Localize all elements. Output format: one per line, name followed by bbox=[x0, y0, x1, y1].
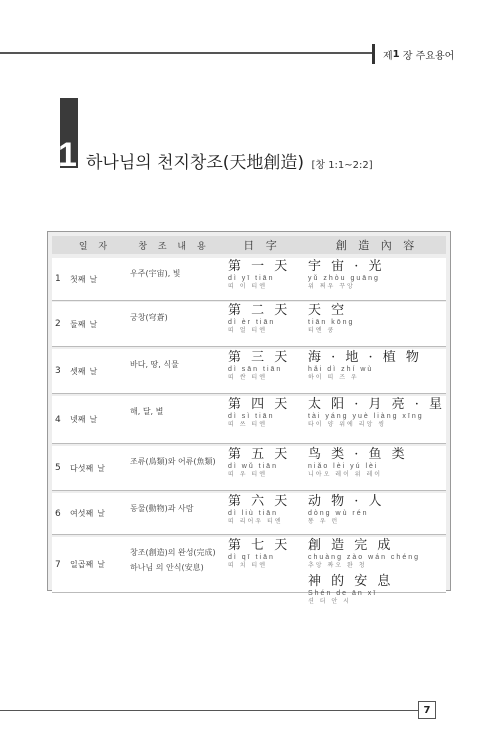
content-pinyin: niǎo lèi yú lèi bbox=[308, 463, 379, 470]
day-hanzi-cell bbox=[224, 302, 296, 335]
day-korean-reading: 띠 얼 티엔 bbox=[228, 327, 267, 334]
day-korean-reading: 띠 우 티엔 bbox=[228, 471, 267, 478]
content-hanzi-cell bbox=[296, 302, 446, 335]
creation-content bbox=[124, 258, 224, 281]
table-row bbox=[52, 537, 446, 605]
day-korean-reading: 띠 이 티엔 bbox=[228, 283, 267, 290]
header-content: 창 조 내 용 bbox=[138, 241, 210, 252]
day-ordinal: 다섯째 bbox=[70, 463, 94, 473]
day-korean-reading: 띠 쓰 티엔 bbox=[228, 421, 267, 428]
content-hanzi-cell bbox=[296, 537, 446, 606]
header-content-hanzi: 創 造 內 容 bbox=[335, 239, 419, 252]
creation-content-text: 조류(鳥類)와 어류(魚類) bbox=[130, 457, 216, 466]
day-hanzi: 第 一 天 bbox=[228, 259, 291, 274]
day-hanzi-cell bbox=[224, 258, 296, 291]
day-hanzi-cell bbox=[224, 537, 296, 570]
section-title bbox=[86, 148, 373, 173]
day-hanzi: 第 四 天 bbox=[228, 397, 291, 412]
day-ordinal: 첫째 bbox=[70, 274, 86, 284]
table-row bbox=[52, 493, 446, 535]
day-label bbox=[66, 559, 124, 570]
content-korean-reading: 니아오 레이 위 레이 bbox=[308, 471, 383, 478]
row-number: 5 bbox=[55, 463, 61, 473]
content-hanzi: 創 造 完 成 bbox=[308, 538, 394, 553]
day-ordinal: 여섯째 bbox=[70, 509, 94, 518]
chapter-prefix: 제 bbox=[383, 50, 393, 62]
day-ordinal: 넷째 bbox=[70, 415, 86, 424]
creation-content bbox=[124, 396, 224, 419]
day-label bbox=[66, 463, 124, 474]
day-hanzi: 第 七 天 bbox=[228, 538, 291, 553]
content-hanzi: 宇 宙 · 光 bbox=[308, 259, 385, 274]
day-hanzi-cell bbox=[224, 446, 296, 479]
day-hanzi-cell bbox=[224, 396, 296, 429]
chapter-header bbox=[372, 44, 500, 64]
content-hanzi-cell bbox=[296, 396, 446, 429]
content-pinyin: chuàng zào wán chéng bbox=[308, 554, 420, 561]
day-label bbox=[66, 366, 124, 377]
chapter-title: 장 주요용어 bbox=[402, 50, 455, 62]
day-pinyin: dì wǔ tiān bbox=[228, 463, 278, 470]
creation-content-text: 동물(動物)과 사람 bbox=[130, 504, 194, 513]
day-ordinal: 셋째 bbox=[70, 366, 86, 376]
row-number: 6 bbox=[55, 508, 61, 519]
chapter-number: 1 bbox=[392, 48, 400, 60]
day-hanzi-cell bbox=[224, 349, 296, 382]
content-hanzi: 鸟 类 · 鱼 类 bbox=[308, 447, 408, 462]
creation-content-text: 창조(創造)의 완성(完成) bbox=[130, 548, 216, 557]
table-row bbox=[52, 446, 446, 491]
creation-content bbox=[124, 302, 224, 325]
day-suffix: 날 bbox=[89, 274, 98, 284]
header-date: 일 자 bbox=[78, 241, 112, 252]
day-korean-reading: 띠 리어우 티엔 bbox=[228, 518, 283, 525]
creation-content-text: 궁창(穹蒼) bbox=[130, 313, 168, 322]
day-label bbox=[66, 508, 124, 519]
content-hanzi-cell bbox=[296, 258, 446, 291]
row-number: 1 bbox=[55, 274, 61, 284]
content-hanzi: 天 空 bbox=[308, 303, 348, 318]
content-korean-reading: 위 쩌우 꾸앙 bbox=[308, 283, 355, 290]
day-pinyin: dì qī tiān bbox=[228, 554, 275, 561]
table-row bbox=[52, 302, 446, 347]
day-hanzi: 第 三 天 bbox=[228, 350, 291, 365]
content-korean-reading: 티엔 쿵 bbox=[308, 327, 336, 334]
day-pinyin: dì èr tiān bbox=[228, 319, 276, 326]
content-pinyin: hǎi dì zhí wù bbox=[308, 366, 374, 373]
section-number: 1 bbox=[58, 136, 77, 174]
day-hanzi: 第 五 天 bbox=[228, 447, 291, 462]
table-row bbox=[52, 349, 446, 394]
row-number: 7 bbox=[55, 559, 61, 570]
section-title-text: 하나님의 천지창조(天地創造) bbox=[86, 153, 305, 173]
day-label bbox=[66, 319, 124, 330]
creation-content bbox=[124, 349, 224, 372]
day-pinyin: dì sān tiān bbox=[228, 366, 283, 373]
day-suffix: 날 bbox=[97, 509, 105, 518]
creation-content bbox=[124, 537, 224, 575]
content-hanzi: 海 · 地 · 植 物 bbox=[308, 350, 422, 365]
day-ordinal: 일곱째 bbox=[70, 560, 94, 569]
content-korean-reading: 타이 양 위에 리앙 씽 bbox=[308, 421, 386, 428]
creation-content-text: 우주(宇宙), 빛 bbox=[130, 269, 181, 278]
day-korean-reading: 띠 치 티엔 bbox=[228, 562, 267, 569]
content-korean-reading: 추앙 짜오 완 청 bbox=[308, 562, 367, 569]
content-pinyin: Shén de ān xī bbox=[308, 590, 378, 597]
content-pinyin: yǔ zhòu guāng bbox=[308, 275, 380, 282]
day-ordinal: 둘째 bbox=[70, 319, 86, 329]
content-hanzi-cell bbox=[296, 493, 446, 526]
content-korean-reading: 션 더 안 시 bbox=[308, 598, 351, 605]
row-number: 3 bbox=[55, 366, 61, 376]
day-suffix: 날 bbox=[89, 415, 98, 424]
day-suffix: 날 bbox=[89, 319, 98, 329]
day-suffix: 날 bbox=[97, 463, 105, 473]
content-pinyin: dòng wù rén bbox=[308, 510, 369, 517]
content-hanzi: 动 物 · 人 bbox=[308, 494, 385, 509]
day-label bbox=[66, 274, 124, 285]
day-suffix: 날 bbox=[89, 366, 98, 376]
content-hanzi: 神 的 安 息 bbox=[308, 574, 394, 589]
day-hanzi: 第 六 天 bbox=[228, 494, 291, 509]
content-korean-reading: 하이 띠 즈 우 bbox=[308, 374, 359, 381]
creation-content-text-2: 하나님 의 안식(安息) bbox=[130, 563, 204, 572]
day-pinyin: dì sì tiān bbox=[228, 413, 275, 420]
content-pinyin: tài yáng yuè liàng xīng bbox=[308, 413, 424, 420]
header-day-hanzi: 日 字 bbox=[243, 239, 281, 252]
page-number: 7 bbox=[418, 701, 436, 719]
table-header bbox=[52, 236, 446, 254]
content-hanzi-cell bbox=[296, 349, 446, 382]
row-number: 4 bbox=[55, 414, 61, 425]
day-hanzi-cell bbox=[224, 493, 296, 526]
table-row bbox=[52, 396, 446, 444]
creation-content-text: 해, 달, 별 bbox=[130, 407, 164, 416]
day-pinyin: dì liù tiān bbox=[228, 510, 279, 517]
content-korean-reading: 똥 우 런 bbox=[308, 518, 340, 525]
day-pinyin: dì yī tiān bbox=[228, 275, 275, 282]
creation-content-text: 바다, 땅, 식물 bbox=[130, 360, 179, 369]
creation-content bbox=[124, 446, 224, 469]
day-korean-reading: 띠 싼 티엔 bbox=[228, 374, 267, 381]
table-row bbox=[52, 258, 446, 301]
row-number: 2 bbox=[55, 319, 61, 329]
footer-rule bbox=[0, 710, 418, 711]
scripture-reference: [창 1:1~2:2] bbox=[311, 160, 373, 171]
content-hanzi-cell bbox=[296, 446, 446, 479]
day-suffix: 날 bbox=[97, 560, 105, 569]
day-label bbox=[66, 414, 124, 425]
content-pinyin: tiān kōng bbox=[308, 319, 355, 326]
creation-content bbox=[124, 493, 224, 516]
day-hanzi: 第 二 天 bbox=[228, 303, 291, 318]
content-hanzi: 太 阳 · 月 亮 · 星 bbox=[308, 397, 446, 412]
